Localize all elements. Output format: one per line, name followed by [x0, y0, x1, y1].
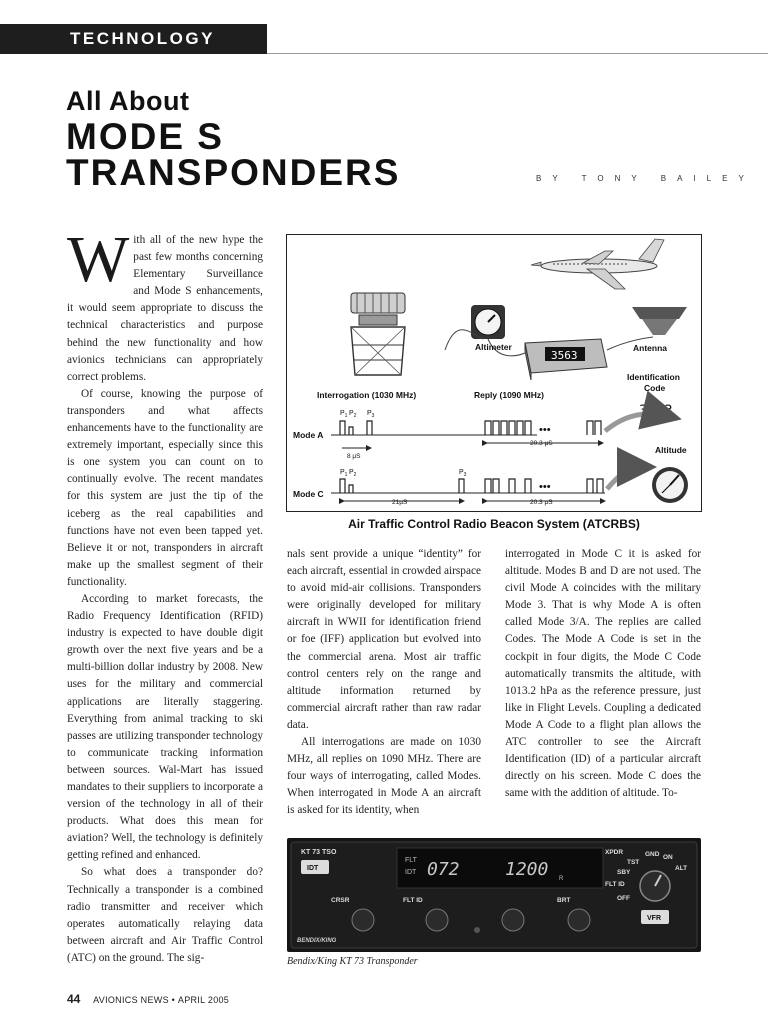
paragraph-text: ith all of the new hype the past few months concerning Elementary Surveillance and Mode S enhancements, it would seem appropriate to discuss the technical characteristics and purpose behind the new functionality and how avionics technicians can appropriately correct problems.: [67, 234, 263, 383]
mode-a-p1-label: $P_1$: [340, 410, 348, 419]
transponder-code-display: 3563: [551, 349, 578, 362]
mode-c-p2-label: $P_2$: [349, 469, 357, 478]
paragraph: According to market forecasts, the Radio Frequency Identification (RFID) industry is expected to have double digit growth over the next five years and be a multi-billion dollar industry by 2008. New uses for the military and commercial applications are literally staggering. Everything from animal tracking to ski passes are utilizing transponder technology to communicate tracking information between sources. Wal-Mart has issued mandates to their suppliers to incorporate a version of the technology in all of their products. What does this mean for aviation? Well, the technology is definitely getting refined and enhanced.: [67, 592, 263, 862]
panel-model-label: KT 73 TSO: [301, 849, 337, 856]
flt-id-knob: [426, 909, 448, 931]
on-label: ON: [663, 854, 673, 861]
mode-c-p3-label: $P_3$: [459, 469, 467, 478]
antenna-label: Antenna: [633, 343, 667, 353]
column-2: [287, 546, 481, 820]
mode-a-pulses: [331, 414, 672, 448]
interrogation-label: Interrogation (1030 MHz): [317, 390, 417, 400]
paragraph: interrogated in Mode C it is asked for altitude. Modes B and D are not used. The civil Mode A coincides with the military Mode 3. That is why Mode A is often called Mode 3/A. The replies are called Codes. The Mode A Code is set in the cockpit in four digits, the Mode C Code automatically transmits the altitude, with 1013.2 hPa as the reference pressure, just like in Flight Levels. Coupling a dedicated Mode A Code to a flight plan allows the ATC controller to see the Aircraft Identification (ID) of a particular aircraft directly on his screen. Mode C does the same with the addition of altitude. To-: [505, 548, 701, 800]
display-code-value: 1200: [505, 859, 549, 880]
mode-a-ellipsis: •••: [539, 424, 551, 436]
footer-bullet: •: [171, 995, 176, 1005]
section-label: TECHNOLOGY: [70, 29, 215, 48]
alt-label: ALT: [675, 865, 688, 872]
figure-caption: Air Traffic Control Radio Beacon System (ATCRBS): [348, 517, 640, 531]
transponder-panel-photo: [287, 838, 701, 952]
gnd-label: GND: [645, 851, 660, 858]
title-line-2: MODE S: [66, 116, 224, 157]
header-rule: [267, 53, 768, 54]
id-code-value: 3563: [639, 403, 673, 419]
mode-a-p2-label: $P_2$: [349, 410, 357, 419]
tst-label: TST: [627, 859, 640, 866]
title-line-3: TRANSPONDERS: [66, 152, 401, 193]
altitude-gauge-icon: [652, 467, 688, 503]
panel-caption: Bendix/King KT 73 Transponder: [287, 956, 418, 967]
publication-name: AVIONICS NEWS: [93, 995, 169, 1005]
mode-a-reply-width: 20.3 μS: [530, 440, 553, 447]
altimeter-label: Altimeter: [475, 342, 512, 352]
xpdr-label: XPDR: [605, 849, 624, 856]
title-line-1: All About: [66, 86, 190, 116]
mode-c-pulses: [331, 467, 647, 501]
mode-c-reply-width: 20.3 μS: [530, 499, 553, 506]
crsr-label: CRSR: [331, 897, 350, 904]
mode-c-ellipsis: •••: [539, 481, 551, 493]
mode-a-label: Mode A: [293, 430, 324, 440]
issue-date: APRIL 2005: [177, 995, 230, 1005]
id-code-label-line2: Code: [644, 383, 666, 393]
mode-a-p3-label: $P_3$: [367, 410, 375, 419]
airplane-icon: [531, 239, 664, 289]
paragraph: So what does a transponder do? Technically a transponder is a combined radio transmitter and receiver which operates automatically relaying data between aircraft and Air Traffic Control (ATC) on the ground. The sig-: [67, 866, 263, 964]
id-code-label-line1: Identification: [627, 372, 680, 382]
paragraph: Of course, knowing the purpose of transponders and what affects enhancements have to the functionality are extremely important, especially since this is one system you can count on to continually evolve. The recent mandates for this system are just the tip of the iceberg as the real capabilities and functions have not even been tapped yet. Believe it or not, transponders in aircraft make up the smallest segment of their functionality.: [67, 387, 263, 588]
column-3: [505, 546, 701, 802]
byline: BY TONY BAILEY: [536, 174, 755, 183]
transponder-panel-svg: [287, 838, 701, 952]
display-flt-label: FLT: [405, 857, 417, 864]
atcrbs-diagram-svg: [287, 235, 700, 510]
display-r-indicator: R: [559, 876, 564, 882]
altitude-label: Altitude: [655, 445, 687, 455]
reply-label: Reply (1090 MHz): [474, 390, 544, 400]
mode-c-spacing: 21μS: [392, 499, 408, 506]
display-flt-value: 072: [427, 859, 460, 880]
center-knob: [502, 909, 524, 931]
page-number: 44: [67, 992, 81, 1006]
idt-button-label: IDT: [307, 865, 319, 872]
paragraph: [67, 223, 263, 386]
page-footer: [67, 992, 229, 1006]
crsr-knob: [352, 909, 374, 931]
paragraph: nals sent provide a unique “identity” for each aircraft, essential in crowded airspace to avoid mid-air collisions. Transponders were originally developed for military aircraft in WWII for identification friend or foe (IFF) application but evolved into the commercial arena. Most air traffic control centers rely on the range and altitude information returned by commercial aircraft rather than raw radar data.: [287, 548, 481, 731]
paragraph: All interrogations are made on 1030 MHz, all replies on 1090 MHz. There are four ways of interrogating, called Modes. When interrogated in Mode A an aircraft is asked for its identity, when: [287, 736, 481, 817]
vfr-button-label: VFR: [647, 915, 661, 922]
display-idt-label: IDT: [405, 869, 417, 876]
flt-id-mode-label: FLT ID: [605, 881, 625, 888]
radar-antenna-icon: [351, 293, 405, 375]
column-1: [67, 223, 263, 967]
brt-label: BRT: [557, 897, 571, 904]
brand-label: BENDIX/KING: [297, 938, 337, 944]
off-label: OFF: [617, 895, 630, 902]
drop-cap: W: [67, 223, 130, 296]
flt-id-knob-label: FLT ID: [403, 897, 423, 904]
sby-label: SBY: [617, 869, 631, 876]
section-header: [0, 24, 267, 54]
brt-knob: [568, 909, 590, 931]
mode-a-spacing: 8 μS: [347, 453, 361, 460]
atcrbs-diagram: [286, 234, 702, 512]
mode-c-p1-label: $P_1$: [340, 469, 348, 478]
mode-c-label: Mode C: [293, 489, 324, 499]
